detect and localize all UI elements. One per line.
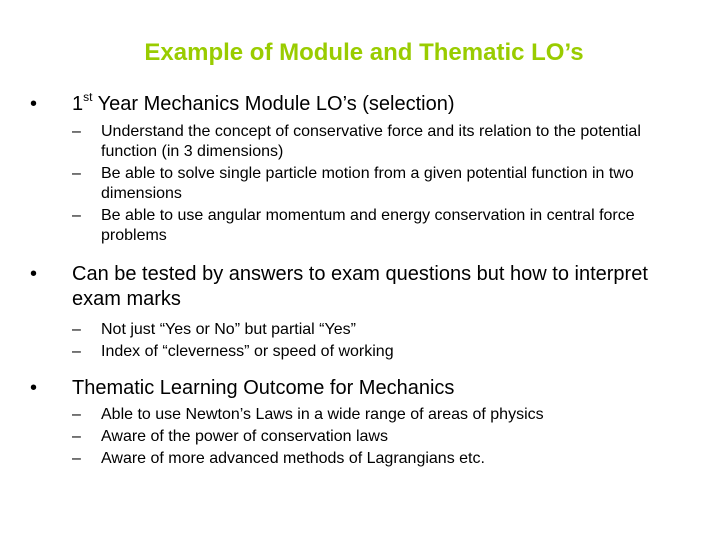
bullet-thematic-lo (30, 376, 690, 401)
sub-item (72, 427, 672, 447)
sub-item-text: Not just “Yes or No” but partial “Yes” (101, 321, 356, 338)
sub-item (72, 206, 672, 246)
sub-item (72, 342, 672, 362)
bullet-marker: • (30, 263, 38, 285)
dash-marker: – (72, 406, 81, 423)
dash-marker: – (72, 450, 81, 467)
sub-list-thematic-lo (72, 405, 672, 471)
bullet-text-main: Year Mechanics Module LO’s (selection) (92, 93, 455, 115)
bullet-text (72, 92, 690, 117)
sub-item (72, 164, 672, 204)
dash-marker: – (72, 343, 81, 360)
bullet-marker: • (30, 377, 38, 399)
sub-item (72, 122, 672, 162)
bullet-module-lo (30, 92, 690, 117)
sub-list-exam-questions (72, 320, 672, 364)
bullet-text: Can be tested by answers to exam questions but how to interpret exam marks (72, 263, 648, 310)
sub-item-text: Aware of more advanced methods of Lagrangians etc. (101, 450, 485, 467)
dash-marker: – (72, 165, 81, 182)
bullet-text-superscript: st (83, 90, 93, 105)
dash-marker: – (72, 428, 81, 445)
bullet-text-prefix: 1 (72, 93, 84, 115)
sub-item-text: Aware of the power of conservation laws (101, 428, 388, 445)
bullet-text: Thematic Learning Outcome for Mechanics (72, 377, 455, 399)
sub-item-text: Index of “cleverness” or speed of working (101, 343, 394, 360)
sub-item (72, 320, 672, 340)
sub-item-text: Understand the concept of conservative force and its relation to the potential function (in 3 dimensions) (101, 123, 641, 160)
sub-item-text: Be able to use angular momentum and energy conservation in central force problems (101, 207, 635, 244)
sub-list-module-lo (72, 122, 672, 248)
bullet-exam-questions (30, 262, 690, 312)
dash-marker: – (72, 321, 81, 338)
dash-marker: – (72, 207, 81, 224)
slide-title: Example of Module and Thematic LO’s (144, 39, 584, 66)
bullet-marker: • (30, 93, 38, 115)
dash-marker: – (72, 123, 81, 140)
sub-item-text: Able to use Newton’s Laws in a wide range of areas of physics (101, 406, 544, 423)
sub-item (72, 449, 672, 469)
sub-item-text: Be able to solve single particle motion from a given potential function in two dimensions (101, 165, 634, 202)
sub-item (72, 405, 672, 425)
